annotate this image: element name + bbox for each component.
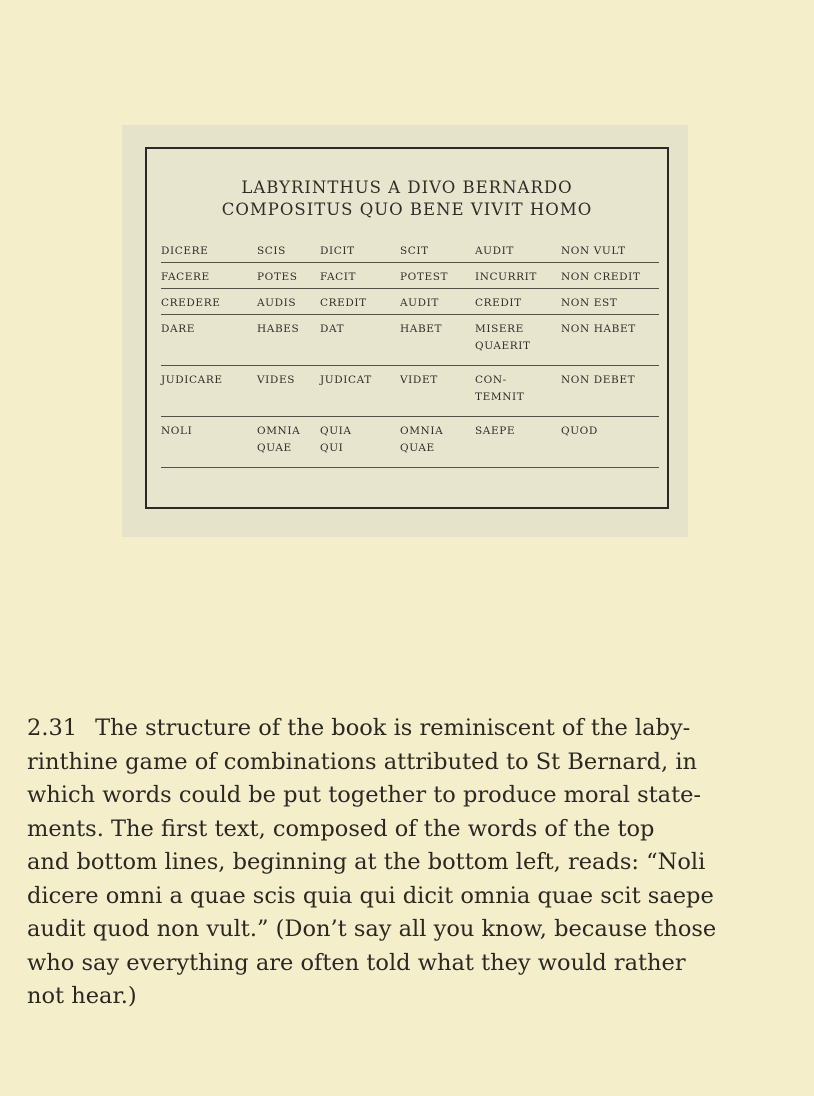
grid-cell: [257, 269, 298, 286]
grid-word: OMNIA: [400, 425, 444, 437]
caption-paragraph: [27, 712, 787, 1014]
grid-cell: [400, 321, 442, 338]
word-grid: [161, 237, 659, 468]
grid-word: DICIT: [320, 245, 355, 257]
grid-word: CREDIT: [320, 297, 367, 309]
grid-cell: [257, 295, 296, 312]
grid-word: INCURRIT: [475, 271, 537, 283]
grid-word: NOLI: [161, 425, 193, 437]
grid-cell: [475, 243, 514, 260]
grid-cell: [400, 269, 448, 286]
grid-word: DAT: [320, 323, 345, 335]
grid-cell: [257, 423, 300, 457]
grid-cell: [400, 295, 439, 312]
labyrinth-figure: [145, 147, 669, 509]
grid-word: NON EST: [561, 297, 618, 309]
grid-word: QUAE: [257, 442, 292, 454]
grid-word: POTEST: [400, 271, 449, 283]
grid-cell: [257, 372, 295, 389]
grid-cell: [320, 269, 356, 286]
grid-word: POTES: [257, 271, 298, 283]
grid-cell: [257, 243, 286, 260]
grid-word: QUAERIT: [475, 340, 531, 352]
grid-cell: [320, 423, 352, 457]
grid-word: CREDERE: [161, 297, 221, 309]
grid-cell: [475, 423, 515, 440]
grid-word: QUOD: [561, 425, 598, 437]
grid-word: FACERE: [161, 271, 210, 283]
grid-word: AUDIS: [257, 297, 297, 309]
caption-line-6: dicere omni a quae scis quia qui dicit omnia quae scit saepe: [27, 882, 714, 909]
grid-word: DARE: [161, 323, 195, 335]
grid-word: NON CREDIT: [561, 271, 641, 283]
grid-word: QUI: [320, 442, 344, 454]
grid-cell: [257, 321, 299, 338]
grid-word: CON-: [475, 374, 507, 386]
grid-word: SCIT: [400, 245, 429, 257]
grid-word: TEMNIT: [475, 391, 525, 403]
grid-cell: [320, 295, 367, 312]
caption-line-1: 2.31 The structure of the book is reminiscent of the laby-: [27, 715, 691, 741]
grid-cell: [475, 269, 537, 286]
grid-word: SCIS: [257, 245, 286, 257]
grid-cell: [161, 372, 223, 389]
grid-word: VIDES: [257, 374, 296, 386]
grid-row: [161, 315, 659, 366]
grid-cell: [561, 269, 641, 286]
grid-word: HABES: [257, 323, 300, 335]
grid-cell: [161, 269, 210, 286]
grid-word: OMNIA: [257, 425, 301, 437]
grid-cell: [400, 372, 438, 389]
grid-cell: [161, 295, 220, 312]
grid-cell: [475, 295, 522, 312]
grid-cell: [561, 243, 626, 260]
grid-word: QUIA: [320, 425, 352, 437]
grid-cell: [561, 372, 635, 389]
caption-line-2: rinthine game of combinations attributed to St Bernard, in: [27, 748, 698, 775]
grid-row: [161, 263, 659, 289]
grid-row: [161, 237, 659, 263]
caption-line-5: and bottom lines, beginning at the bottom left, reads: “Noli: [27, 849, 706, 875]
grid-word: AUDIT: [400, 297, 440, 309]
figure-title-line-2: COMPOSITUS QUO BENE VIVIT HOMO: [221, 200, 593, 219]
grid-word: CREDIT: [475, 297, 522, 309]
figure-title-line-1: LABYRINTHUS A DIVO BERNARDO: [241, 178, 573, 197]
grid-cell: [320, 372, 372, 389]
grid-word: JUDICARE: [161, 374, 223, 386]
grid-word: MISERE: [475, 323, 524, 335]
grid-word: AUDIT: [475, 245, 515, 257]
grid-cell: [475, 372, 524, 406]
grid-row: [161, 289, 659, 315]
grid-word: DICERE: [161, 245, 209, 257]
caption-number: 2.31: [27, 715, 78, 741]
figure-title: [147, 177, 667, 221]
grid-word: JUDICAT: [320, 374, 372, 386]
grid-word: SAEPE: [475, 425, 516, 437]
grid-cell: [161, 321, 195, 338]
grid-cell: [161, 423, 192, 440]
grid-cell: [320, 321, 344, 338]
caption-line-9: not hear.): [27, 983, 137, 1009]
caption-line-8: who say everything are often told what they would rather: [27, 949, 686, 976]
grid-word: NON VULT: [561, 245, 626, 257]
grid-cell: [161, 243, 208, 260]
grid-cell: [320, 243, 355, 260]
grid-row: [161, 417, 659, 468]
grid-cell: [561, 295, 617, 312]
grid-word: FACIT: [320, 271, 357, 283]
grid-word: QUAE: [400, 442, 435, 454]
grid-cell: [561, 321, 636, 338]
caption-line-4: ments. The first text, composed of the words of the top: [27, 815, 655, 842]
grid-cell: [400, 423, 443, 457]
grid-cell: [475, 321, 531, 355]
caption-line-7: audit quod non vult.” (Don’t say all you know, because those: [27, 916, 717, 942]
grid-word: VIDET: [400, 374, 438, 386]
grid-cell: [561, 423, 598, 440]
caption-line-3: which words could be put together to produce moral state-: [27, 782, 702, 808]
grid-word: NON HABET: [561, 323, 636, 335]
grid-cell: [400, 243, 429, 260]
grid-row: [161, 366, 659, 417]
grid-word: HABET: [400, 323, 443, 335]
grid-word: NON DEBET: [561, 374, 636, 386]
